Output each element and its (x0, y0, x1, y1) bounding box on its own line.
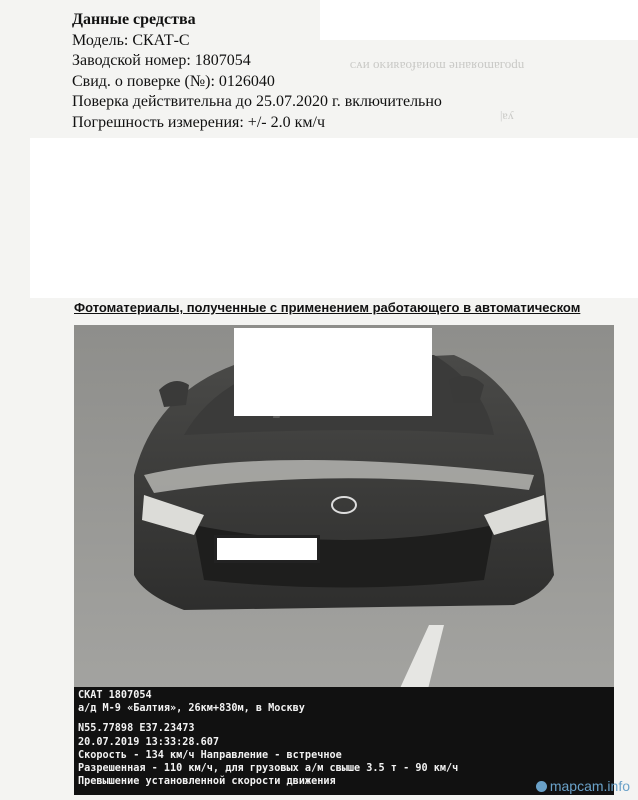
overlay-line: N55.77898 E37.23473 (78, 723, 195, 735)
overlay-line: Скорость - 134 км/ч Направление - встречное (78, 749, 342, 761)
device-accuracy: Погрешность измерения: +/- 2.0 км/ч (72, 113, 325, 131)
license-plate-redaction (214, 535, 320, 563)
device-valid-until: Поверка действительна до 25.07.2020 г. включительно (72, 93, 442, 110)
device-serial: Заводской номер: 1807054 (72, 52, 251, 69)
device-certificate: Свид. о поверке (№): 0126040 (72, 72, 275, 90)
redaction-block (320, 0, 638, 40)
photo-section-title: Фотоматериалы, полученные с применением работающего в автоматическом (74, 300, 581, 315)
violation-photo (74, 325, 614, 795)
camera-data-overlay (74, 687, 614, 795)
redaction-block (30, 138, 638, 298)
logo-text: mapcam.info (549, 778, 630, 794)
redaction-block (234, 328, 432, 416)
overlay-line: Разрешенная - 110 км/ч, для грузовых а/м свыше 3.5 т - 90 км/ч (78, 763, 459, 775)
overlay-line: а/д М-9 «Балтия», 26км+830м, в Москву (78, 703, 305, 715)
overlay-line: Превышение установленной скорости движения (78, 776, 336, 788)
site-logo (536, 778, 630, 794)
overlay-line: СКАТ 1807054 (78, 690, 152, 701)
logo-icon (536, 781, 547, 792)
device-model: Модель: СКАТ-С (72, 31, 190, 49)
overlay-line: 20.07.2019 13:33:28.607 (78, 736, 220, 748)
device-heading: Данные средства (72, 11, 196, 28)
